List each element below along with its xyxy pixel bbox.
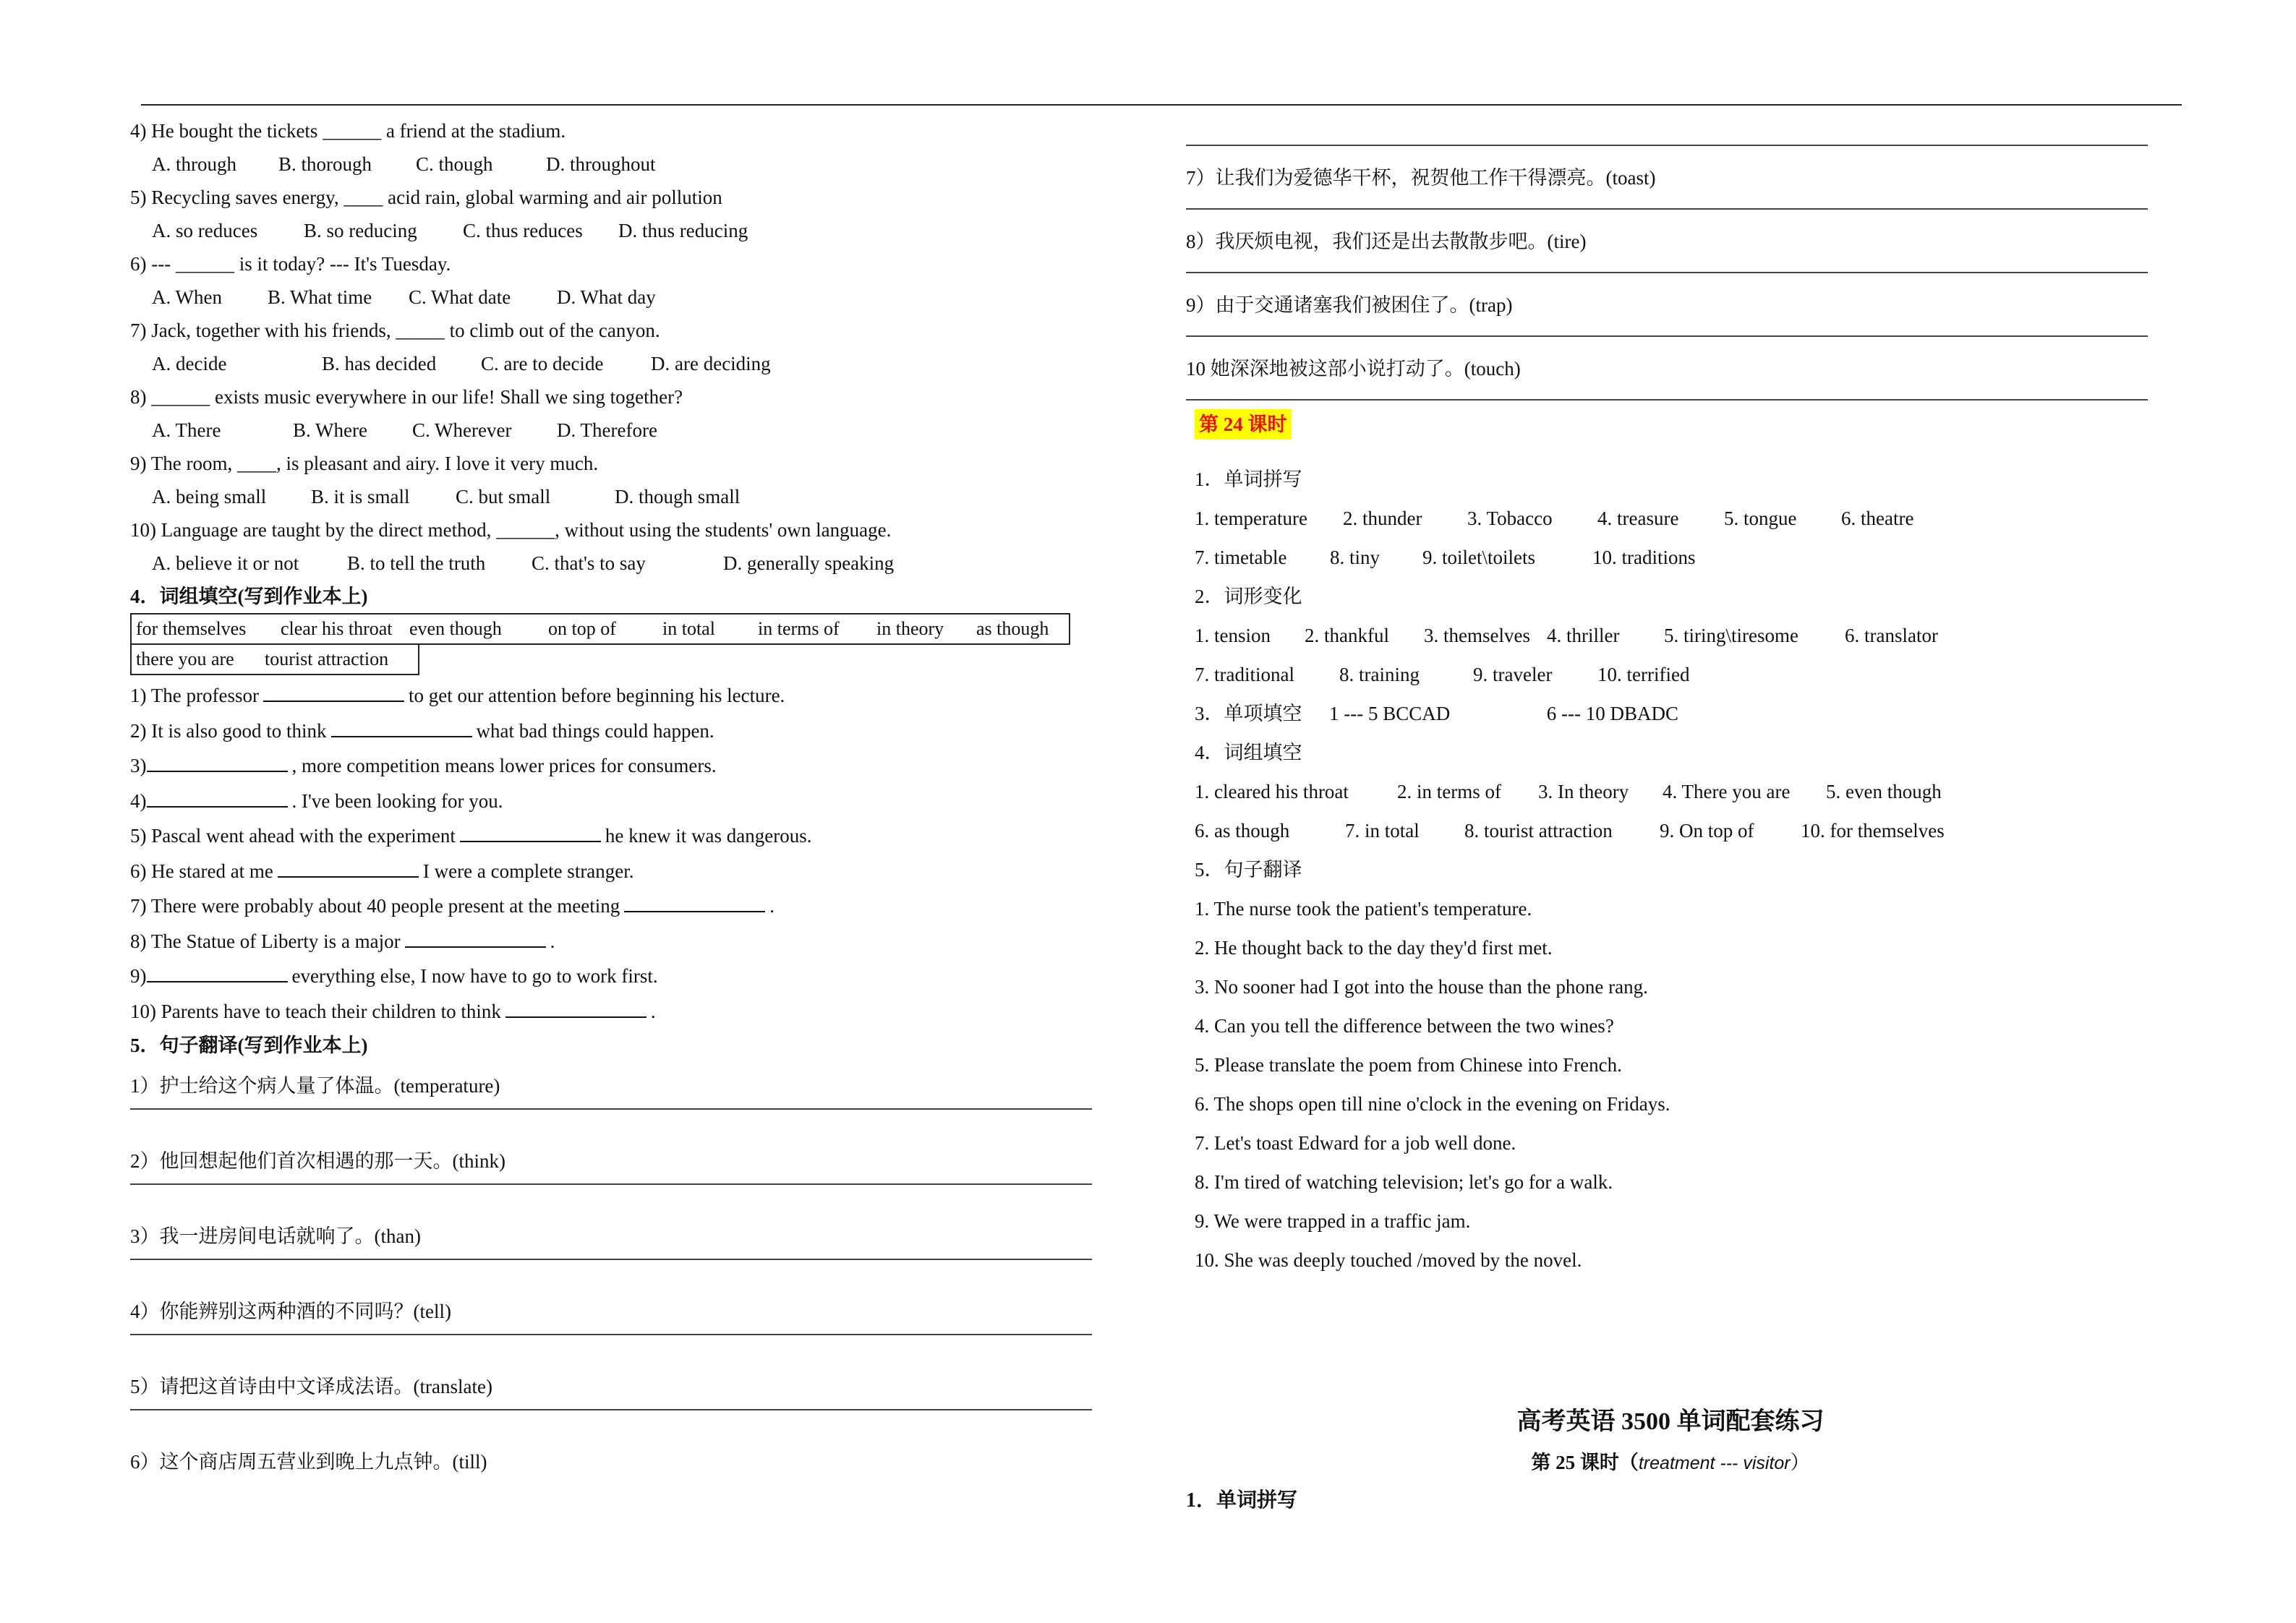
answer-blank	[505, 998, 646, 1018]
option-c: C. are to decide	[481, 353, 604, 374]
answer-item: 5. tiring\tiresome	[1664, 625, 1798, 646]
option-c: C. thus reduces	[463, 220, 583, 241]
answer-item: 8. tiny	[1330, 547, 1380, 568]
fill-prefix: 9)	[130, 965, 147, 987]
option-c: C. though	[416, 153, 493, 175]
answer-item: 8. training	[1339, 664, 1420, 685]
fill-suffix: to get our attention before beginning his lecture.	[408, 685, 785, 706]
translation-question: 1）护士给这个病人量了体温。(temperature)	[130, 1075, 500, 1097]
fill-item	[130, 678, 1099, 714]
question-stem: 7) Jack, together with his friends, _____ to climb out of the canyon.	[130, 320, 660, 341]
answer-item: 1. temperature	[1195, 508, 1307, 529]
answer-item: 5. tongue	[1724, 508, 1797, 529]
answer-item: 4. treasure	[1597, 508, 1679, 529]
key-3-answers-b: 6 --- 10 DBADC	[1546, 703, 1678, 724]
answer-blank	[405, 928, 546, 948]
fill-prefix: 2) It is also good to think	[130, 719, 327, 742]
key-3-answers-a: 1 --- 5 BCCAD	[1329, 703, 1451, 724]
option-row	[130, 414, 1099, 447]
fill-suffix: .	[550, 930, 555, 952]
answer-item: 2. in terms of	[1397, 781, 1501, 802]
translation-answer: 9. We were trapped in a traffic jam.	[1195, 1210, 1471, 1232]
answer-item: 5. even though	[1826, 781, 1942, 802]
fill-prefix: 1) The professor	[130, 685, 259, 706]
fill-suffix: everything else, I now have to go to work first.	[291, 965, 658, 987]
answer-item: 2. thunder	[1343, 508, 1422, 529]
fill-prefix: 10) Parents have to teach their children to think	[130, 1000, 501, 1022]
option-b: B. has decided	[322, 353, 437, 374]
phrase-option: clear his throat	[281, 618, 393, 639]
next-lesson-main-title: 高考英语 3500 单词配套练习	[1516, 1408, 1825, 1435]
next-lesson-subtitle	[1186, 1453, 2155, 1473]
translation-question: 8）我厌烦电视，我们还是出去散散步吧。(tire)	[1186, 231, 1587, 252]
translation-question: 10 她深深地被这部小说打动了。(touch)	[1186, 358, 1521, 380]
question-stem: 10) Language are taught by the direct method, ______, without using the students' own language.	[130, 519, 892, 541]
fill-item	[130, 784, 1099, 819]
answer-item: 1. tension	[1195, 625, 1271, 646]
translation-answer: 3. No sooner had I got into the house than the phone rang.	[1195, 976, 1648, 998]
option-d: D. throughout	[546, 153, 656, 175]
option-d: D. generally speaking	[723, 552, 895, 574]
answer-item: 6. translator	[1845, 625, 1938, 646]
answer-item: 4. thriller	[1547, 625, 1620, 646]
option-row	[130, 214, 1099, 247]
fill-prefix: 5) Pascal went ahead with the experiment	[130, 825, 456, 847]
translation-question: 6）这个商店周五营业到晚上九点钟。(till)	[130, 1451, 487, 1473]
key-4-row-2	[1186, 811, 2155, 850]
answer-item: 3. Tobacco	[1467, 508, 1553, 529]
answer-item: 7. traditional	[1195, 664, 1294, 685]
option-b: B. What time	[268, 286, 372, 308]
key-2-row-1	[1186, 616, 2155, 655]
answer-item: 7. in total	[1345, 820, 1420, 842]
option-c: C. but small	[456, 486, 551, 508]
translation-answer: 6. The shops open till nine o'clock in the evening on Fridays.	[1195, 1093, 1670, 1115]
left-column	[130, 114, 1099, 1486]
fill-item	[130, 924, 1099, 959]
key-1-row-1	[1186, 499, 2155, 538]
translation-list-left	[130, 1062, 1099, 1486]
translation-answer: 2. He thought back to the day they'd first met.	[1195, 937, 1553, 959]
key-3-title: 3．单项填空	[1195, 703, 1302, 724]
phrase-option: even though	[409, 618, 502, 639]
section-5-title: 5．句子翻译(写到作业本上)	[130, 1035, 368, 1056]
fill-item	[130, 854, 1099, 889]
question-stem: 9) The room, ____, is pleasant and airy. I love it very much.	[130, 453, 599, 474]
key-2-row-2	[1186, 655, 2155, 694]
answer-item: 4. There you are	[1663, 781, 1791, 802]
option-a: A. believe it or not	[152, 552, 299, 574]
fill-suffix: what bad things could happen.	[476, 719, 714, 742]
lesson-label: 第 24 课时	[1195, 409, 1292, 440]
fill-item	[130, 994, 1099, 1029]
answer-item: 6. as though	[1195, 820, 1290, 842]
phrase-option: in terms of	[758, 618, 840, 639]
key-1-row-2	[1186, 538, 2155, 577]
option-row	[130, 347, 1099, 380]
answer-item: 9. On top of	[1660, 820, 1754, 842]
option-c: C. Wherever	[412, 419, 512, 441]
option-a: A. being small	[152, 486, 267, 508]
top-rule	[141, 104, 2182, 106]
translation-question: 9）由于交通诸塞我们被困住了。(trap)	[1186, 294, 1513, 316]
option-b: B. so reducing	[304, 220, 417, 241]
option-row	[130, 147, 1099, 181]
translation-answer: 1. The nurse took the patient's temperature.	[1195, 898, 1532, 920]
option-c: C. that's to say	[532, 552, 646, 574]
answer-blank	[460, 822, 601, 842]
answer-blank	[331, 717, 472, 737]
fill-prefix: 4)	[130, 789, 147, 812]
phrase-box-row-2	[130, 645, 419, 675]
fill-suffix: he knew it was dangerous.	[605, 825, 812, 847]
option-row	[130, 480, 1099, 513]
right-column	[1186, 114, 2155, 1280]
fill-suffix: .	[650, 1000, 656, 1022]
phrase-option: in total	[662, 618, 715, 639]
question-stem: 5) Recycling saves energy, ____ acid rain, global warming and air pollution	[130, 187, 722, 208]
lesson-label-row	[1186, 401, 2155, 460]
phrase-option: for themselves	[136, 618, 247, 639]
translation-answer: 7. Let's toast Edward for a job well done.	[1195, 1132, 1516, 1154]
phrase-option: in theory	[876, 618, 944, 639]
answer-blank	[147, 787, 288, 808]
option-b: B. thorough	[278, 153, 372, 175]
fill-item	[130, 959, 1099, 994]
option-b: B. to tell the truth	[347, 552, 486, 574]
option-row	[130, 547, 1099, 580]
answer-item: 8. tourist attraction	[1464, 820, 1613, 842]
question-stem: 4) He bought the tickets ______ a friend at the stadium.	[130, 120, 566, 142]
translation-answer: 8. I'm tired of watching television; let's go for a walk.	[1195, 1171, 1613, 1193]
phrase-option: as though	[976, 618, 1049, 639]
multiple-choice-list	[130, 114, 1099, 580]
answer-item: 7. timetable	[1195, 547, 1287, 568]
option-d: D. though small	[615, 486, 741, 508]
answer-item: 6. theatre	[1841, 508, 1914, 529]
fill-suffix: I were a complete stranger.	[422, 860, 634, 882]
fill-item	[130, 818, 1099, 854]
question-stem: 8) ______ exists music everywhere in our life! Shall we sing together?	[130, 386, 683, 408]
next-section-title: 1．单词拼写	[1186, 1489, 1298, 1512]
option-a: A. There	[152, 419, 221, 441]
translation-list-right	[1186, 146, 2155, 401]
option-d: D. are deciding	[651, 353, 771, 374]
fill-item	[130, 714, 1099, 749]
fill-suffix: , more competition means lower prices for consumers.	[291, 755, 717, 776]
next-lesson-range: treatment --- visitor	[1638, 1453, 1791, 1473]
answer-item: 9. traveler	[1473, 664, 1553, 685]
fill-suffix: .	[769, 895, 775, 917]
option-b: B. it is small	[311, 486, 410, 508]
answer-item: 3. In theory	[1538, 781, 1629, 802]
option-a: A. through	[152, 153, 236, 175]
answer-blank	[147, 962, 288, 982]
answer-item: 10. traditions	[1592, 547, 1696, 568]
key-2-title: 2．词形变化	[1195, 586, 1302, 607]
answer-item: 1. cleared his throat	[1195, 781, 1349, 802]
phrase-option: on top of	[548, 618, 616, 639]
translation-question: 3）我一进房间电话就响了。(than)	[130, 1225, 421, 1247]
option-b: B. Where	[293, 419, 367, 441]
phrase-option: there you are	[136, 648, 234, 669]
option-d: D. thus reducing	[618, 220, 748, 241]
option-a: A. so reduces	[152, 220, 258, 241]
answer-item: 9. toilet\toilets	[1422, 547, 1535, 568]
translation-question: 4）你能辨别这两种酒的不同吗？(tell)	[130, 1301, 451, 1322]
key-4-title: 4．词组填空	[1195, 742, 1302, 763]
fill-item	[130, 748, 1099, 784]
option-a: A. When	[152, 286, 222, 308]
next-lesson-number: 第 25 课时（	[1531, 1452, 1639, 1473]
fill-prefix: 3)	[130, 755, 147, 776]
fill-item	[130, 888, 1099, 924]
key-1-title: 1．单词拼写	[1195, 468, 1302, 490]
answer-item: 10. terrified	[1597, 664, 1690, 685]
phrase-option: tourist attraction	[265, 648, 389, 669]
translation-answer: 5. Please translate the poem from Chinese into French.	[1195, 1054, 1622, 1076]
question-stem: 6) --- ______ is it today? --- It's Tuesday.	[130, 253, 451, 275]
fill-prefix: 8) The Statue of Liberty is a major	[130, 930, 401, 952]
key-5-list	[1186, 889, 2155, 1280]
fill-prefix: 7) There were probably about 40 people present at the meeting	[130, 895, 620, 917]
answer-blank	[278, 857, 419, 878]
option-row	[130, 281, 1099, 314]
fill-suffix: . I've been looking for you.	[291, 789, 503, 812]
option-c: C. What date	[409, 286, 511, 308]
answer-item: 10. for themselves	[1801, 820, 1945, 842]
answer-item: 2. thankful	[1305, 625, 1389, 646]
translation-answer: 10. She was deeply touched /moved by the novel.	[1195, 1249, 1582, 1271]
translation-question: 2）他回想起他们首次相遇的那一天。(think)	[130, 1150, 505, 1172]
key-4-row-1	[1186, 772, 2155, 811]
key-3-row	[1186, 694, 2155, 733]
option-a: A. decide	[152, 353, 227, 374]
fill-prefix: 6) He stared at me	[130, 860, 273, 882]
answer-blank	[147, 752, 288, 772]
translation-question: 7）让我们为爱德华干杯，祝贺他工作干得漂亮。(toast)	[1186, 167, 1656, 189]
option-d: D. What day	[557, 286, 656, 308]
answer-blank	[624, 892, 765, 912]
phrase-box-row-1	[130, 613, 1070, 645]
answer-blank	[263, 682, 404, 702]
translation-answer: 4. Can you tell the difference between the two wines?	[1195, 1015, 1614, 1037]
next-lesson-close: ）	[1790, 1452, 1810, 1473]
key-5-title: 5．句子翻译	[1195, 859, 1302, 881]
section-4-title: 4．词组填空(写到作业本上)	[130, 586, 368, 607]
option-d: D. Therefore	[557, 419, 657, 441]
fill-in-list	[130, 678, 1099, 1029]
answer-item: 3. themselves	[1424, 625, 1530, 646]
translation-question: 5）请把这首诗由中文译成法语。(translate)	[130, 1376, 492, 1397]
